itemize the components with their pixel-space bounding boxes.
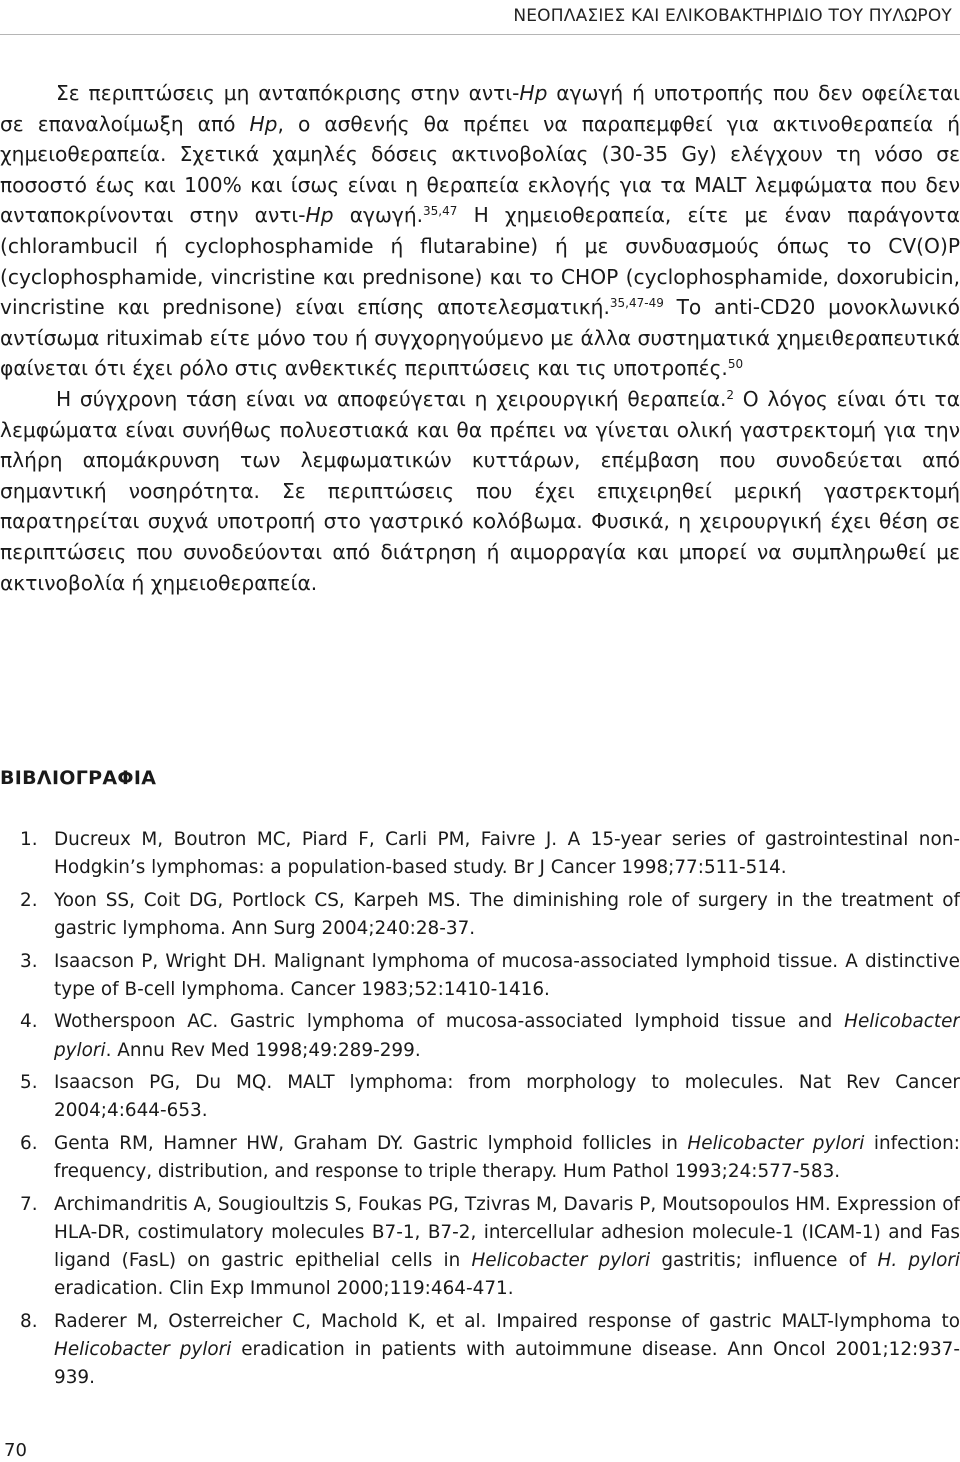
reference-text: Yoon SS, Coit DG, Portlock CS, Karpeh MS. The diminishing role of surgery in the treatment of gastric lymphoma. Ann Surg 2004;240:28-37. <box>54 889 960 939</box>
reference-number: 1. <box>20 829 38 850</box>
reference-item <box>0 826 960 882</box>
text-run: Η χημειοθεραπεία, είτε με έναν παράγοντα (chlorambucil ή cyclophosphamide ή flutarabine) ή με συνδυασμούς όπως το CV(O)P (cyclophosphamide, vincristine και prednisone) και το CHOP (cyclophosphamide, doxorubicin, vincristine και prednisone) είναι επίσης αποτελεσματική. <box>0 203 960 320</box>
reference-text: gastritis; influence of <box>650 1250 878 1272</box>
reference-text: . Annu Rev Med 1998;49:289-299. <box>105 1039 421 1061</box>
references-heading: ΒΙΒΛΙΟΓΡΑΦΙΑ <box>0 767 157 789</box>
reference-number: 5. <box>20 1072 38 1094</box>
reference-italic: Helicobacter pylori <box>687 1132 865 1154</box>
reference-number: 3. <box>20 950 38 972</box>
reference-text: eradication. Clin Exp Immunol 2000;119:464-471. <box>54 1278 514 1300</box>
reference-item <box>0 1008 960 1064</box>
reference-italic: Helicobacter pylori <box>54 1339 232 1361</box>
reference-text: eradication in patients with autoimmune disease. Ann Oncol 2001;12:937-939. <box>54 1339 960 1389</box>
reference-item <box>0 1191 960 1304</box>
reference-number: 4. <box>20 1011 38 1033</box>
body-text <box>0 78 960 598</box>
reference-text: Genta RM, Hamner HW, Graham DY. Gastric lymphoid follicles in <box>54 1132 688 1154</box>
citation-superscript: 35,47 <box>423 204 458 219</box>
reference-number: 8. <box>20 1310 38 1332</box>
reference-item <box>0 948 960 1004</box>
reference-number: 2. <box>20 889 38 911</box>
reference-italic: Helicobacter pylori <box>54 1011 960 1061</box>
citation-superscript: 2 <box>726 387 735 402</box>
reference-text: Archimandritis A, Sougioultzis S, Foukas PG, Tzivras M, Davaris P, Moutsopoulos HM. Expression of HLA-DR, costimulatory molecules B7-1, B7-2, intercellular adhesion molecule-1 (ICAM-1) and Fas ligand (FasL) on gastric epithelial cells in <box>54 1193 960 1272</box>
reference-item <box>0 1308 960 1393</box>
text-run: αγωγή ή υποτροπής που δεν οφείλεται σε επαναλοίμωξη από <box>0 81 960 136</box>
paragraph-surgery <box>0 384 960 598</box>
reference-item <box>0 1130 960 1186</box>
header-rule <box>0 34 960 35</box>
italic-term: Hp <box>249 111 278 136</box>
text-run: , ο ασθενής θα πρέπει να παραπεμφθεί για ακτινοθεραπεία ή χημειοθεραπεία. Σχετικά χαμηλές δόσεις ακτινοβολίας (30-35 Gy) ελέγχουν τη νόσο σε ποσοστό έως και 100% και ίσως είναι η θεραπεία εκλογής για τα MALT λεμφώματα που δεν ανταποκρίνονται στην αντι- <box>0 111 960 228</box>
text-run: Η σύγχρονη τάση είναι να αποφεύγεται η χειρουργική θεραπεία. <box>56 386 727 411</box>
reference-italic: H. pylori <box>877 1250 960 1272</box>
page-number: 70 <box>4 1440 27 1461</box>
reference-text: Ducreux M, Boutron MC, Piard F, Carli PM, Faivre J. A 15-year series of gastrointestinal non-Hodgkin’s lymphomas: a population-based study. Br J Cancer 1998;77:511-514. <box>54 829 960 879</box>
reference-number: 6. <box>20 1132 38 1154</box>
reference-text: infection: frequency, distribution, and response to triple therapy. Hum Pathol 1993;24:577-583. <box>54 1132 960 1183</box>
reference-item <box>0 887 960 943</box>
paragraph-therapy <box>0 78 960 384</box>
italic-term: Hp <box>305 203 334 228</box>
reference-text: Wotherspoon AC. Gastric lymphoma of mucosa-associated lymphoid tissue and <box>54 1011 845 1033</box>
reference-text: Isaacson PG, Du MQ. MALT lymphoma: from morphology to molecules. Nat Rev Cancer 2004;4:644-653. <box>54 1072 960 1122</box>
running-header: ΝΕΟΠΛΑΣΙΕΣ ΚΑΙ ΕΛΙΚΟΒΑΚΤΗΡΙΔΙΟ ΤΟΥ ΠΥΛΩΡΟΥ <box>513 6 952 26</box>
text-run: Σε περιπτώσεις μη ανταπόκρισης στην αντι- <box>56 81 520 105</box>
reference-text: Isaacson P, Wright DH. Malignant lymphoma of mucosa-associated lymphoid tissue. A distinctive type of B-cell lymphoma. Cancer 1983;52:1410-1416. <box>54 950 960 1000</box>
text-run: αγωγή. <box>333 203 424 228</box>
reference-text: Raderer M, Osterreicher C, Machold K, et al. Impaired response of gastric MALT-lymphoma to <box>54 1310 960 1332</box>
italic-term: Hp <box>519 81 548 105</box>
citation-superscript: 50 <box>727 357 744 372</box>
text-run: Ο λόγος είναι ότι τα λεμφώματα είναι συνήθως πολυεστιακά και θα πρέπει να γίνεται ολική γαστρεκτομή για την πλήρη απομάκρυνση των λεμφωματικών κυττάρων, επέμβαση που συνοδεύεται από σημαντική νοσηρότητα. Σε περιπτώσεις που έχει επιχειρηθεί μερική γαστρεκτομή παρατηρείται συχνά υποτροπή στο γαστρικό κολόβωμα. Φυσικά, η χειρουργική έχει θέση σε περιπτώσεις που συνοδεύονται από διάτρηση ή αιμορραγία και μπορεί να συμπληρωθεί με ακτινοβολία ή χημειοθεραπεία. <box>0 386 960 595</box>
citation-superscript: 35,47-49 <box>609 296 664 311</box>
reference-list <box>0 826 960 1397</box>
text-run: Το anti-CD20 μονοκλωνικό αντίσωμα rituximab είτε μόνο του ή συγχορηγούμενο με άλλα συστηματικά χημειθεραπευτικά φαίνεται ότι έχει ρόλο στις ανθεκτικές περιπτώσεις και τις υποτροπές. <box>0 295 960 381</box>
reference-number: 7. <box>20 1193 38 1215</box>
reference-item <box>0 1069 960 1125</box>
reference-italic: Helicobacter pylori <box>471 1250 651 1272</box>
